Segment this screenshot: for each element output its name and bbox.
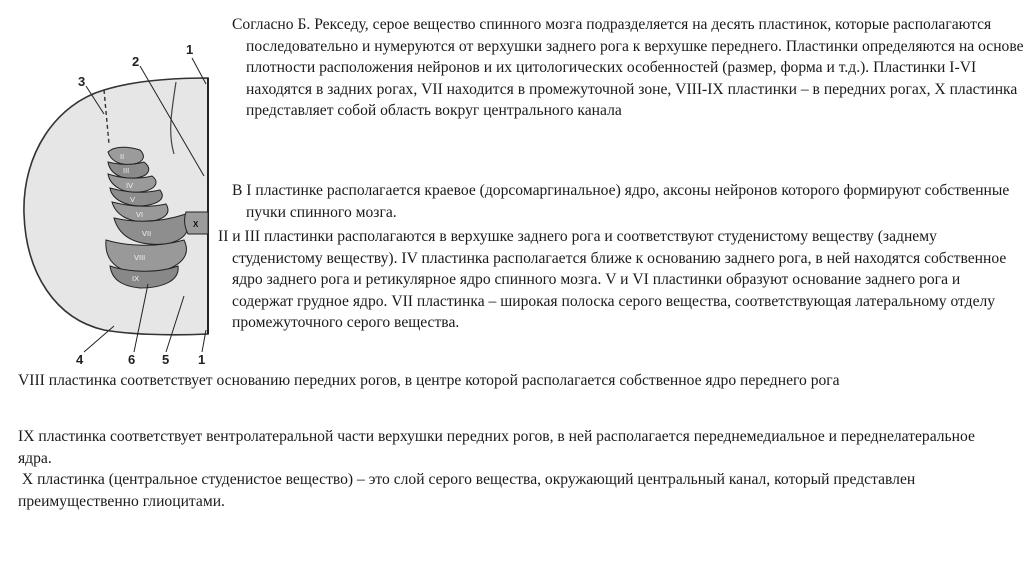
pointer-number: 5 (162, 352, 170, 367)
spinal-cord-laminae-diagram (16, 34, 220, 370)
lamina-label: VIII (134, 253, 146, 262)
pointer-number: 2 (132, 54, 140, 69)
lamina-label: IV (126, 181, 134, 190)
lamina-label: III (123, 166, 130, 175)
lamina-label: VI (136, 210, 144, 219)
paragraph-lamina-10: X пластинка (центральное студенистое вещество) – это слой серого вещества, окружающий центральный канал, который представлен преимущественно глиоцитами. (18, 471, 920, 510)
lamina-label: X (193, 220, 199, 229)
paragraph-lamina-9: IX пластинка соответствует вентролатеральной части верхушки передних рогов, в ней располагается переднемедиальное и переднелатеральное ядра. (18, 428, 975, 467)
pointer-number: 1 (198, 352, 206, 367)
lamina-label: II (120, 152, 125, 161)
paragraph-laminae-9-10 (18, 426, 1008, 512)
pointer-number: 3 (78, 74, 86, 89)
lamina-label: V (130, 195, 136, 204)
lamina-label: IX (132, 274, 140, 283)
pointer-number: 1 (186, 42, 194, 57)
lamina-label: VII (142, 229, 152, 238)
paragraph-lamina-8: VIII пластинка соответствует основанию передних рогов, в центре которой располагается собственное ядро переднего рога (18, 372, 840, 389)
pointer-number: 4 (76, 352, 84, 367)
paragraph-laminae-2-7: II и III пластинки располагаются в верхушке заднего рога и соответствуют студенистому веществу (заднему студенистому веществу). IV пластинка располагается ближе к основанию заднего рога, в ней находятся собственное ядро заднего рога и ретикулярное ядро спинного мозга. V и VI пластинки образуют основание заднего рога и содержат грудное ядро. VII пластинка – широкая полоска серого вещества, соответствующая латеральному отделу промежуточного серого вещества. (218, 228, 1007, 331)
paragraph-laminae-intro: Согласно Б. Рекседу, серое вещество спинного мозга подразделяется на десять пластинок, которые располагаются последовательно и нумеруются от верхушки заднего рога к верхушке переднего. Пластинки определяются на основе плотности расположения нейронов и их цитологических особенностей (размер, форма и т.д.). Пластинки I-VI находятся в задних рогах, VII находится в промежуточной зоне, VIII-IX пластинки – в передних рогах, X пластинка представляет собой область вокруг центрального канала (232, 16, 1024, 119)
paragraph-lamina-1: В I пластинке располагается краевое (дорсомаргинальное) ядро, аксоны нейронов которого формируют собственные пучки спинного мозга. (232, 182, 1010, 221)
pointer-number: 6 (128, 352, 136, 367)
